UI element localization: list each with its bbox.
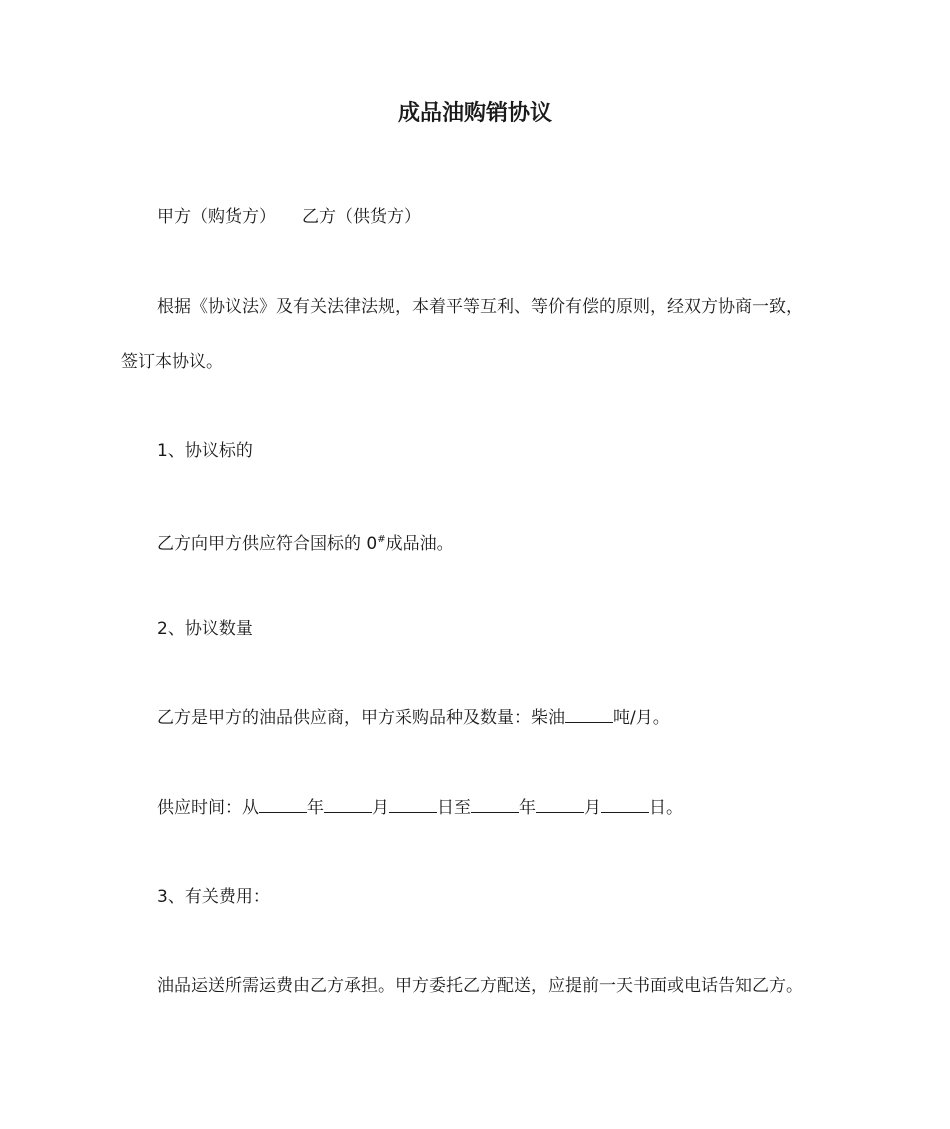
preamble-line-1: 根据《协议法》及有关法律法规，本着平等互利、等价有偿的原则，经双方协商一致， [157, 297, 803, 317]
end-day-blank[interactable] [601, 796, 649, 813]
preamble-line-2: 签订本协议。 [121, 352, 223, 372]
party-a: 甲方（购货方） [157, 207, 276, 227]
party-b: 乙方（供货方） [302, 207, 421, 227]
end-month-label: 月 [584, 798, 601, 818]
start-month-label: 月 [372, 798, 389, 818]
start-month-blank[interactable] [324, 796, 372, 813]
end-month-blank[interactable] [536, 796, 584, 813]
end-year-blank[interactable] [471, 796, 519, 813]
section1-body-prefix: 乙方向甲方供应符合国标的 0 [157, 534, 378, 554]
supply-time-label: 供应时间：从 [157, 798, 259, 818]
section3-heading: 3、有关费用： [157, 887, 270, 907]
end-year-label: 年 [519, 798, 536, 818]
quantity-blank[interactable] [565, 706, 613, 723]
start-day-blank[interactable] [389, 796, 437, 813]
section3-body: 油品运送所需运费由乙方承担。甲方委托乙方配送，应提前一天书面或电话告知乙方。 [157, 976, 803, 996]
section1-heading: 1、协议标的 [157, 441, 253, 461]
document-title: 成品油购销协议 [397, 101, 552, 126]
supply-time-line [157, 796, 683, 820]
section1-body-suffix: 成品油。 [385, 534, 454, 554]
start-year-label: 年 [307, 798, 324, 818]
quantity-line [157, 706, 670, 730]
start-year-blank[interactable] [259, 796, 307, 813]
start-day-label: 日至 [437, 798, 471, 818]
section2-heading: 2、协议数量 [157, 619, 253, 639]
section1-body [157, 528, 454, 556]
end-day-label: 日。 [649, 798, 683, 818]
quantity-prefix: 乙方是甲方的油品供应商，甲方采购品种及数量：柴油 [157, 708, 565, 728]
quantity-suffix: 吨/月。 [613, 708, 670, 728]
parties-line [157, 205, 421, 229]
grade-mark: # [377, 534, 386, 545]
